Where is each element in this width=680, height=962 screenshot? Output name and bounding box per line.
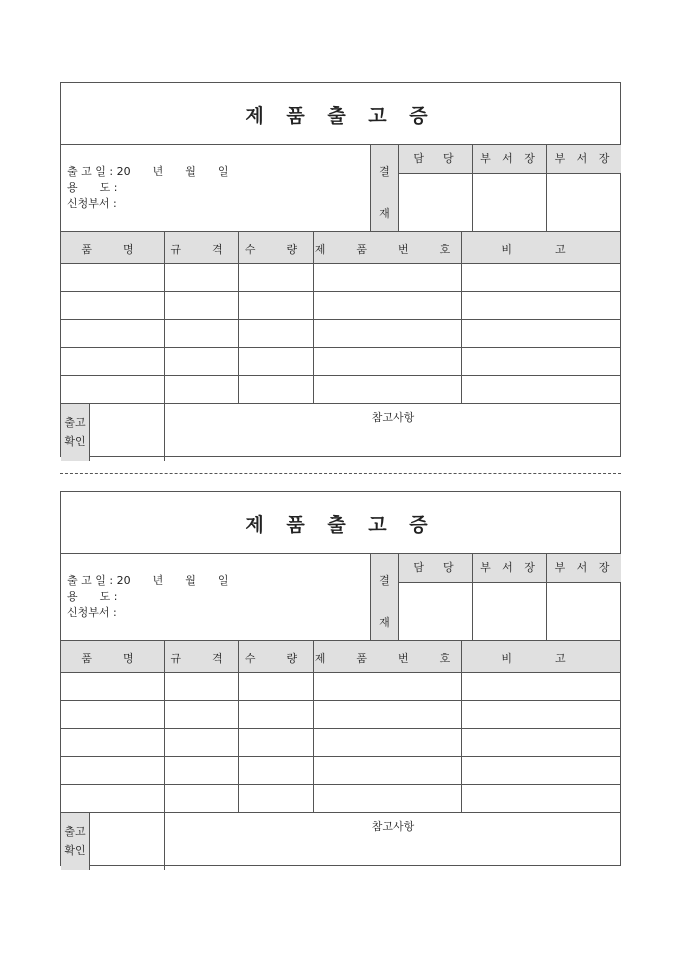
table-cell[interactable] (61, 264, 165, 291)
col-header-spec (165, 232, 239, 263)
table-row (61, 264, 620, 292)
requesting-dept-field[interactable]: 신청부서 : (67, 197, 117, 210)
table-cell[interactable] (61, 701, 165, 728)
approval-label (370, 145, 399, 231)
col-header-label: 비 고 (501, 652, 582, 665)
purpose-field[interactable]: 용 도 : (67, 590, 118, 603)
approval-box-dept-head-2[interactable] (547, 145, 621, 231)
table-cell[interactable] (314, 757, 462, 784)
table-row (61, 785, 620, 813)
release-date-field[interactable]: 출 고 일 : 20 년 월 일 (67, 574, 229, 587)
form-title: 제 품 출 고 증 (245, 514, 436, 536)
table-cell[interactable] (239, 376, 314, 403)
col-header-remarks (462, 232, 621, 263)
purpose-field[interactable]: 용 도 : (67, 181, 118, 194)
release-form-1 (60, 82, 621, 457)
table-cell[interactable] (314, 701, 462, 728)
table-cell[interactable] (165, 673, 239, 700)
table-cell[interactable] (61, 757, 165, 784)
table-cell[interactable] (239, 348, 314, 375)
table-cell[interactable] (462, 701, 621, 728)
table-row (61, 292, 620, 320)
col-header-label: 제 품 번 호 (314, 243, 461, 256)
table-cell[interactable] (314, 348, 462, 375)
col-header-label: 비 고 (501, 243, 582, 256)
table-cell[interactable] (239, 701, 314, 728)
table-cell[interactable] (165, 320, 239, 347)
table-cell[interactable] (314, 785, 462, 812)
col-header-remarks (462, 641, 621, 672)
title-row (61, 83, 620, 145)
approval-box-dept-head-1[interactable] (473, 145, 547, 231)
approval-label-top: 결 (379, 165, 390, 178)
table-cell[interactable] (165, 264, 239, 291)
col-header-item (61, 232, 165, 263)
approval-label-bottom: 재 (379, 616, 390, 629)
table-cell[interactable] (462, 320, 621, 347)
release-confirm-field[interactable] (90, 404, 165, 461)
info-row (61, 554, 620, 641)
table-row (61, 673, 620, 701)
approval-box-manager[interactable] (399, 145, 473, 231)
table-cell[interactable] (61, 673, 165, 700)
col-header-label: 제 품 번 호 (314, 652, 461, 665)
approval-label (370, 554, 399, 640)
table-cell[interactable] (462, 757, 621, 784)
col-header-label: 규 격 (170, 243, 233, 256)
approval-head: 부 서 장 (547, 145, 621, 174)
table-cell[interactable] (314, 292, 462, 319)
approval-head: 부 서 장 (473, 145, 546, 174)
table-row (61, 376, 620, 404)
form-title: 제 품 출 고 증 (245, 105, 436, 127)
table-cell[interactable] (165, 348, 239, 375)
title-row (61, 492, 620, 554)
confirm-row (61, 813, 620, 870)
table-cell[interactable] (61, 348, 165, 375)
table-cell[interactable] (314, 673, 462, 700)
confirm-label-bottom: 확인 (64, 435, 86, 448)
release-confirm-label (61, 813, 90, 870)
table-header (61, 232, 620, 264)
table-cell[interactable] (165, 757, 239, 784)
table-row (61, 348, 620, 376)
table-cell[interactable] (314, 320, 462, 347)
notes-label: 참고사항 (371, 820, 415, 833)
table-cell[interactable] (314, 376, 462, 403)
table-cell[interactable] (314, 264, 462, 291)
table-cell[interactable] (239, 785, 314, 812)
table-cell[interactable] (61, 292, 165, 319)
info-fields (61, 145, 370, 231)
release-date-field[interactable]: 출 고 일 : 20 년 월 일 (67, 165, 229, 178)
table-cell[interactable] (165, 785, 239, 812)
table-row (61, 320, 620, 348)
col-header-qty (239, 232, 314, 263)
col-header-product-no (314, 641, 462, 672)
table-cell[interactable] (462, 292, 621, 319)
col-header-label: 규 격 (170, 652, 233, 665)
table-header (61, 641, 620, 673)
table-cell[interactable] (165, 729, 239, 756)
table-cell[interactable] (61, 320, 165, 347)
table-cell[interactable] (239, 264, 314, 291)
confirm-label-top: 출고 (64, 416, 86, 429)
confirm-row (61, 404, 620, 461)
table-cell[interactable] (61, 376, 165, 403)
table-cell[interactable] (61, 729, 165, 756)
requesting-dept-field[interactable]: 신청부서 : (67, 606, 117, 619)
release-form-2 (60, 491, 621, 866)
confirm-label-bottom: 확인 (64, 844, 86, 857)
table-row (61, 729, 620, 757)
approval-head: 부 서 장 (473, 554, 546, 583)
table-cell[interactable] (165, 376, 239, 403)
table-cell[interactable] (239, 673, 314, 700)
notes-label: 참고사항 (371, 411, 415, 424)
table-cell[interactable] (462, 729, 621, 756)
table-row (61, 701, 620, 729)
col-header-label: 품 명 (81, 243, 144, 256)
approval-label-bottom: 재 (379, 207, 390, 220)
approval-head: 부 서 장 (547, 554, 621, 583)
table-cell[interactable] (462, 785, 621, 812)
table-cell[interactable] (314, 729, 462, 756)
col-header-product-no (314, 232, 462, 263)
approval-box-manager[interactable] (399, 554, 473, 640)
confirm-label-top: 출고 (64, 825, 86, 838)
table-cell[interactable] (462, 348, 621, 375)
table-cell[interactable] (462, 264, 621, 291)
notes-field[interactable] (165, 813, 621, 870)
notes-field[interactable] (165, 404, 621, 461)
table-cell[interactable] (165, 292, 239, 319)
release-confirm-field[interactable] (90, 813, 165, 870)
info-row (61, 145, 620, 232)
table-cell[interactable] (239, 320, 314, 347)
col-header-qty (239, 641, 314, 672)
approval-head: 담 당 (399, 145, 472, 174)
table-cell[interactable] (165, 701, 239, 728)
table-cell[interactable] (239, 292, 314, 319)
approval-label-top: 결 (379, 574, 390, 587)
col-header-label: 수 량 (244, 652, 308, 665)
approval-box-dept-head-1[interactable] (473, 554, 547, 640)
col-header-label: 수 량 (244, 243, 308, 256)
table-cell[interactable] (462, 376, 621, 403)
table-cell[interactable] (239, 757, 314, 784)
approval-head: 담 당 (399, 554, 472, 583)
table-row (61, 757, 620, 785)
table-cell[interactable] (239, 729, 314, 756)
cut-line (60, 473, 621, 474)
info-fields (61, 554, 370, 640)
col-header-item (61, 641, 165, 672)
col-header-label: 품 명 (81, 652, 144, 665)
approval-box-dept-head-2[interactable] (547, 554, 621, 640)
release-confirm-label (61, 404, 90, 461)
table-cell[interactable] (61, 785, 165, 812)
table-cell[interactable] (462, 673, 621, 700)
col-header-spec (165, 641, 239, 672)
